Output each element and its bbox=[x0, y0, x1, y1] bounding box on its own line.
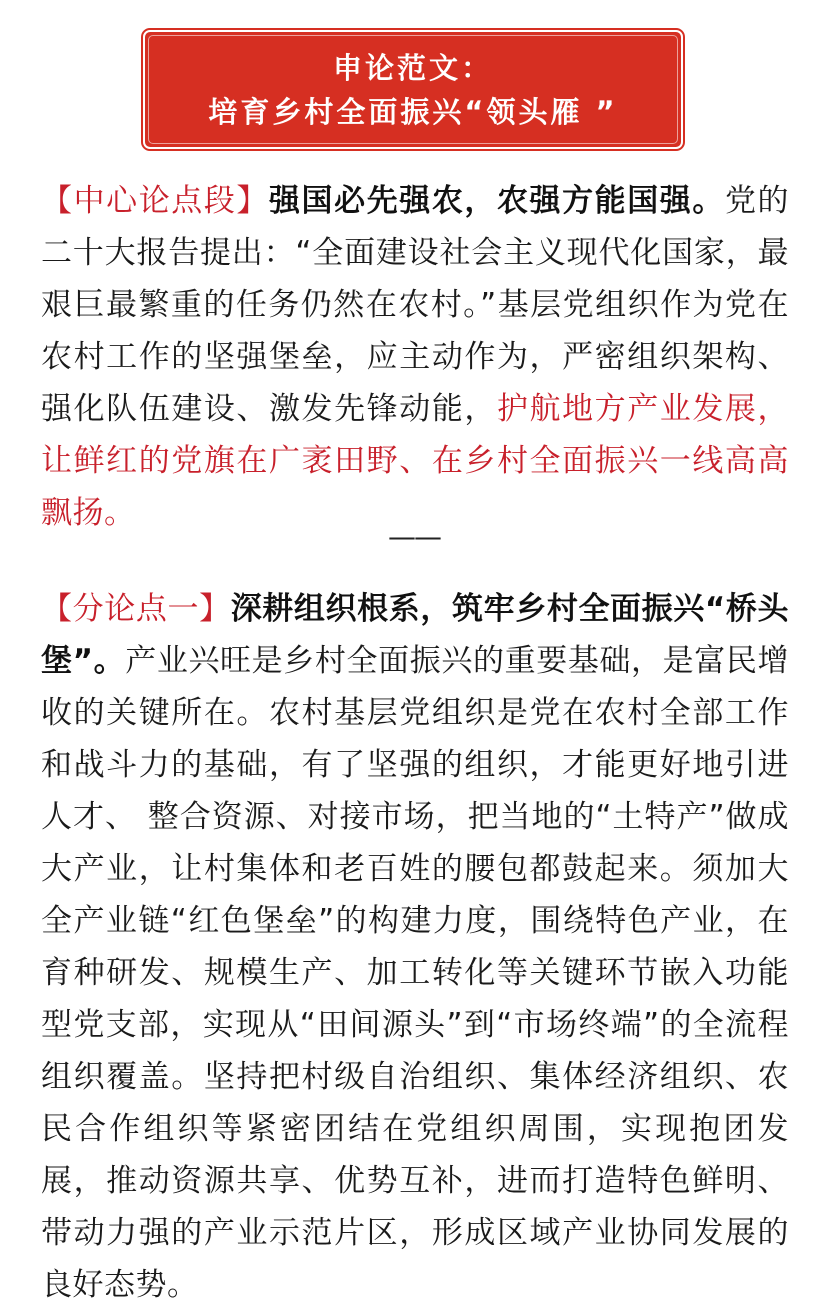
sub-argument-one-body: 产业兴旺是乡村全面振兴的重要基础，是富民增收的关键所在。农村基层党组织是党在农村全部工作和战斗力的基础，有了坚强的组织，才能更好地引进人才、 整合资源、对接市场，把当地的“土特产”做成大产业，让村集体和老百姓的腰包都鼓起来。须加大全产业链“红色堡垒”的构建力度，围绕特色产业，在育种研发、规模生产、加工转化等关键环节嵌入功能型党支部，实现从“田间源头”到“市场终端”的全流程组织覆盖。坚持把村级自治组织、集体经济组织、农民合作组织等紧密团结在党组织周围，实现抱团发展，推动资源共享、优势互补，进而打造特色鲜明、带动力强的产业示范片区，形成区域产业协同发展的良好态势。 bbox=[41, 643, 789, 1303]
section-tag-sub-argument-one: 【分论点一】 bbox=[41, 591, 231, 627]
sub-argument-one-paragraph bbox=[41, 583, 789, 1311]
sub-argument-one-thesis: 深耕组织根系，筑牢乡村全面振兴“桥头堡”。 bbox=[41, 591, 789, 679]
section-tag-central-argument: 【中心论点段】 bbox=[41, 183, 269, 219]
article-title-banner bbox=[142, 29, 684, 150]
central-argument-thesis: 强国必先强农，农强方能国强。 bbox=[268, 183, 725, 219]
central-argument-paragraph bbox=[41, 175, 789, 539]
title-line-1: 申论范文： bbox=[332, 50, 493, 85]
central-argument-highlight: 护航地方产业发展，让鲜红的党旗在广袤田野、在乡村全面振兴一线高高飘扬。 bbox=[41, 391, 789, 531]
central-argument-body: 党的二十大报告提出：“全面建设社会主义现代化国家，最艰巨最繁重的任务仍然在农村。”基层党组织作为党在农村工作的坚强堡垒，应主动作为，严密组织架构、强化队伍建设、激发先锋动能， bbox=[41, 183, 790, 427]
title-line-2: 培育乡村全面振兴“领头雁 ” bbox=[208, 94, 618, 129]
section-divider: —— bbox=[388, 520, 440, 553]
